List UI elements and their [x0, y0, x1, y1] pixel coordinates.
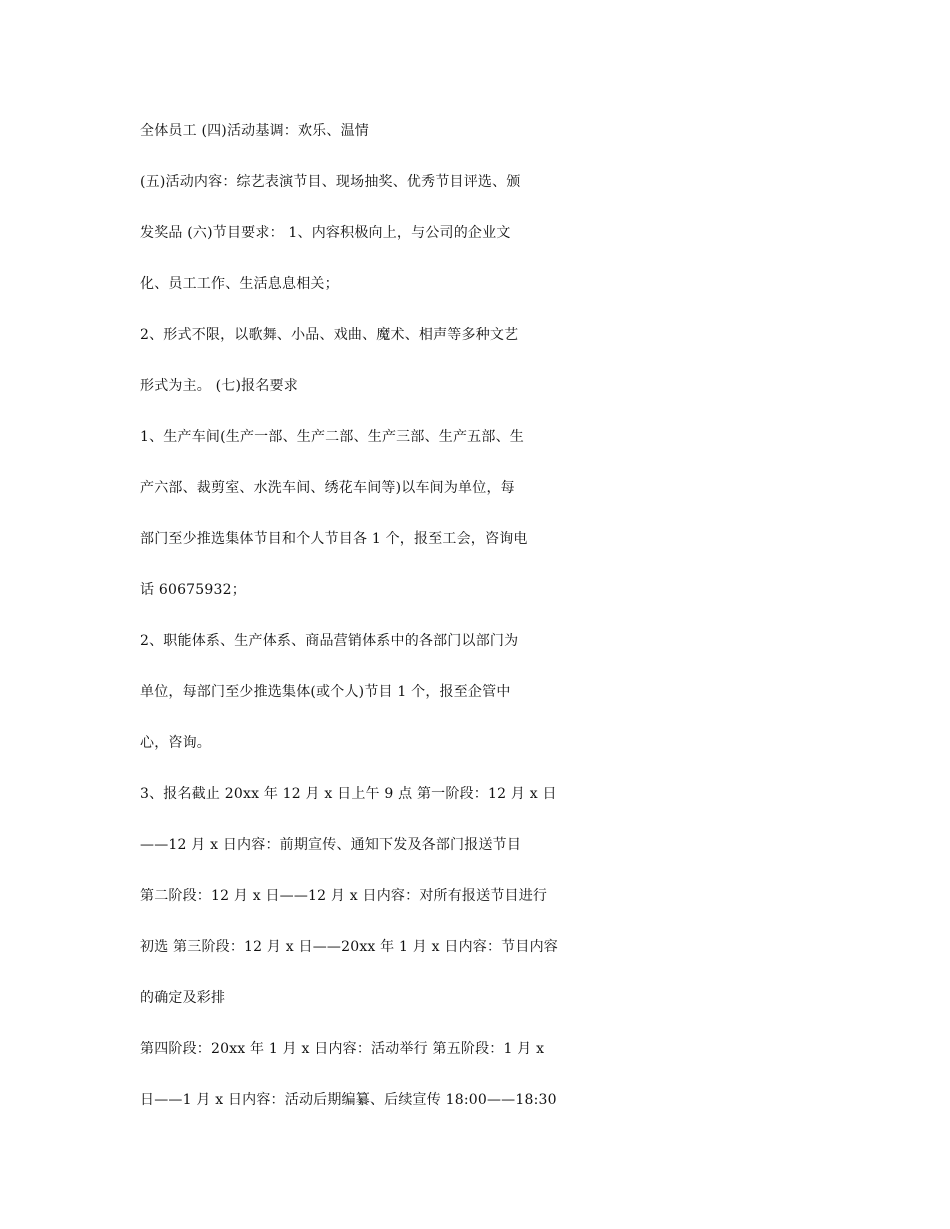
- text-line: 日——1 月 x 日内容：活动后期编纂、后续宣传 18:00——18:30: [140, 1092, 557, 1108]
- text-line: 单位，每部门至少推选集体(或个人)节目 1 个，报至企管中: [140, 684, 511, 700]
- text-line: (五)活动内容：综艺表演节目、现场抽奖、优秀节目评选、颁: [140, 174, 521, 190]
- text-line: 2、形式不限，以歌舞、小品、戏曲、魔术、相声等多种文艺: [140, 327, 519, 343]
- text-line: 3、报名截止 20xx 年 12 月 x 日上午 9 点 第一阶段：12 月 x 日: [140, 786, 557, 802]
- text-line: 部门至少推选集体节目和个人节目各 1 个，报至工会，咨询电: [140, 531, 528, 547]
- text-line: 话 60675932；: [140, 582, 246, 598]
- text-line: 形式为主。 (七)报名要求: [140, 378, 298, 394]
- text-line: 1、生产车间(生产一部、生产二部、生产三部、生产五部、生: [140, 429, 524, 445]
- text-line: ——12 月 x 日内容：前期宣传、通知下发及各部门报送节目: [140, 837, 522, 853]
- document-body: [140, 106, 820, 1126]
- text-line: 化、员工工作、生活息息相关；: [140, 276, 339, 292]
- text-line: 产六部、裁剪室、水洗车间、绣花车间等)以车间为单位，每: [140, 480, 515, 496]
- text-line: 的确定及彩排: [140, 990, 226, 1006]
- text-line: 心，咨询。: [140, 735, 211, 751]
- text-line: 第二阶段：12 月 x 日——12 月 x 日内容：对所有报送节目进行: [140, 888, 548, 904]
- text-line: 发奖品 (六)节目要求： 1、内容积极向上，与公司的企业文: [140, 225, 511, 241]
- text-line: 初选 第三阶段：12 月 x 日——20xx 年 1 月 x 日内容：节目内容: [140, 939, 558, 955]
- text-line: 全体员工 (四)活动基调：欢乐、温情: [140, 123, 369, 139]
- text-line: 第四阶段：20xx 年 1 月 x 日内容：活动举行 第五阶段：1 月 x: [140, 1041, 545, 1057]
- text-line: 2、职能体系、生产体系、商品营销体系中的各部门以部门为: [140, 633, 519, 649]
